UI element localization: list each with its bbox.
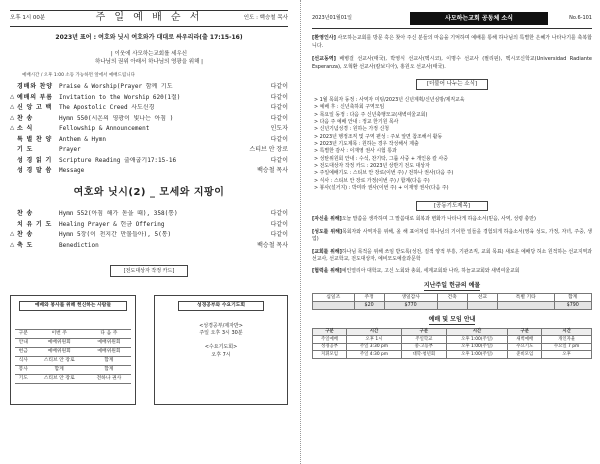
- service-leader: 인도 : 백승철 목사: [243, 15, 288, 22]
- stand-mark: △: [10, 231, 15, 238]
- table-cell: 구분: [313, 328, 347, 336]
- intro-line: 하나님의 권위 아래서 하나님의 영광을 위해 |: [95, 58, 203, 65]
- table-cell: 대학·청년회: [402, 351, 447, 359]
- table-row: [15, 329, 131, 338]
- missionary-text: 배병걸 선교사(태국), 박영식 선교사(멕시코), 이명수 선교사 (필리핀), 멕시코신학교(Universidad Radiante Esperanza), 오혁환 선교사(칼보디아), 홍원오 선교사(태국).: [312, 56, 592, 70]
- table-cell: 주일예배: [313, 336, 347, 344]
- order-item-leader: 백승철 목사: [257, 241, 288, 249]
- giving-amount: [467, 302, 497, 310]
- table-cell: 기도: [15, 374, 32, 383]
- stand-mark: △: [10, 125, 15, 132]
- order-item-desc: The Apostolic Creed 사도신경: [59, 104, 155, 112]
- order-item-desc: Message: [59, 167, 85, 175]
- table-cell: 봉사: [15, 365, 32, 374]
- table-cell: 예배위원회: [87, 338, 131, 347]
- schedule-line: 오후 7시: [211, 351, 231, 358]
- table-cell: 오후 1:00(주일): [446, 343, 508, 351]
- issue-number: No.6-101: [569, 15, 592, 22]
- prayer-item: [312, 229, 592, 244]
- giving-category: 합계: [554, 294, 591, 302]
- order-row: [10, 240, 288, 251]
- worship-title: 예배 및 모임 안내: [428, 316, 476, 324]
- giving-amount: $770: [384, 302, 437, 310]
- welcome-paragraph: [312, 35, 592, 50]
- giving-amount: $20: [354, 302, 384, 310]
- giving-category: 십일조: [313, 294, 355, 302]
- table-cell: 시간: [542, 328, 592, 336]
- news-item: > 다음 주 예배 안내 : 정교 한기원 목사: [314, 118, 399, 125]
- schedule-line: <성경공부/제자반>: [199, 322, 243, 329]
- news-item: > 신년기념성경 : 원하는 가정 신청: [314, 126, 389, 133]
- order-item-desc: Scripture Reading 출애굽기17:15-16: [59, 156, 177, 164]
- news-item: > 식사 : 스티브 안 장로 가정(이번 주) / 합계(다음 주): [314, 177, 430, 184]
- news-item: > 목요일 동정 : 다음 주 신년축행모교(새벽여울교회): [314, 111, 428, 118]
- table-cell: 전하나 권사: [87, 374, 131, 383]
- table-cell: 구분: [508, 328, 542, 336]
- prayer-text: 예인열리아 대학교, 고신 노회와 총회, 세계교회와 나라, 하늘교교회와 새벽여울교회: [341, 268, 520, 275]
- order-row: [10, 209, 288, 220]
- table-cell: 예배위원회: [87, 347, 131, 356]
- prayer-text: 하나님 목적을 위해 쓰임 받도록(성전, 질적 양적 부흥, 기관조직, 교회 목표) 새로운 예배당 허소 원적하는 선교지역과 선교사, 선교학교, 전도대상자, 예비모도예술과문학: [312, 248, 593, 262]
- order-item-leader: 다같이: [270, 135, 288, 143]
- order-item-name: 특 별 찬 양: [17, 135, 53, 143]
- study-title: 성경공부와 수요기도회: [178, 301, 264, 311]
- order-item-leader: 다같이: [270, 220, 288, 228]
- order-item-leader: 다같이: [270, 83, 288, 91]
- table-cell: 수요기도: [508, 343, 542, 351]
- order-item-name: 찬 송: [17, 114, 34, 122]
- table-cell: 예배위원회: [32, 338, 87, 347]
- order-row: [10, 113, 288, 124]
- table-cell: 헌금: [15, 347, 32, 356]
- news-item: > 2023년 기도제목 : 원하는 경우 작성해서 제출: [314, 141, 419, 148]
- stand-mark: △: [10, 93, 15, 100]
- shares-list: [312, 97, 592, 193]
- service-time: 오후 1시 00분: [10, 15, 46, 22]
- news-item: > 예배 후 : 신년축하회 구역모임: [314, 104, 385, 111]
- order-item-desc: Praise & Worship(Prayer 함께 기도: [59, 83, 173, 91]
- order-item-name: 경배와 찬양: [17, 83, 53, 91]
- order-item-leader: 다같이: [270, 104, 288, 112]
- prayer-item: [312, 268, 592, 275]
- service-note: 예배시간 / 오후 1:00 소등 가능하면 앞에서 예배드립니다: [22, 73, 135, 78]
- order-item-desc: Prayer: [59, 146, 81, 154]
- news-item: > 주일예배기도 : 스티브 안 장로(이번 주) / 전하나 권사(다음 주): [314, 170, 454, 177]
- table-cell: 안내: [15, 338, 32, 347]
- table-cell: 이번 주: [32, 329, 87, 338]
- giving-amount: [313, 302, 355, 310]
- intro: [10, 50, 288, 67]
- prayer-topic: [자신을 위해]: [312, 216, 342, 223]
- order-row: [10, 230, 288, 241]
- order-list-1: [10, 82, 288, 177]
- giving-category: 특별 기타: [497, 294, 554, 302]
- table-cell: 오후: [542, 351, 592, 359]
- order-item-name: 소 식: [17, 125, 34, 133]
- order-row: [10, 124, 288, 135]
- table-row: [313, 343, 592, 351]
- news-item: > 2023년 행정조직 및 구역 편성 : 주보 앞면 참조해서 활동: [314, 133, 443, 140]
- news-item: > 성탄위원회 안내 : 수석, 찬기탁, 그룹 사중 + 개인용 칼 사중: [314, 155, 448, 162]
- order-item-leader: 다같이: [270, 210, 288, 218]
- order-item-desc: Hymn 5장(이 천지간 만물들아), 5(통): [59, 231, 172, 239]
- welcome-title: [환영인사]: [312, 35, 336, 41]
- table-cell: 구분: [402, 328, 447, 336]
- table-row: [15, 365, 131, 374]
- table-cell: 성경공부: [313, 343, 347, 351]
- giving-amount: $790: [554, 302, 591, 310]
- table-row: [313, 328, 592, 336]
- news-date: 2023년01월01일: [312, 15, 352, 22]
- header-rule: [312, 28, 592, 29]
- worship-table: [312, 328, 592, 359]
- prayer-text: 목회자와 사역자를 위해, 올 해 표어처럼 하나님의 기이한 일들을 경험되게 하옵소서(영육 성도, 가정, 자녀, 주중, 생업): [312, 228, 592, 243]
- order-item-desc: Healing Prayer & 헌금 Offering: [59, 220, 165, 228]
- table-cell: 주일 3:30 pm: [346, 343, 401, 351]
- table-cell: 개인자율: [542, 336, 592, 344]
- order-item-desc: Hymn 550(시온의 영광이 빛나는 아침 ): [59, 114, 174, 122]
- intro-line: | 이웃에 사모하는교회를 세우신: [110, 50, 188, 57]
- schedule-line: 주일 오후 3시 30분: [199, 330, 243, 337]
- order-row: [10, 166, 288, 177]
- table-row: [15, 356, 131, 365]
- order-row: [10, 155, 288, 166]
- table-cell: 식사: [15, 356, 32, 365]
- order-list-2: [10, 209, 288, 251]
- prayer-topic: [교회를 위해]: [312, 248, 342, 255]
- order-item-name: 축 도: [17, 241, 34, 249]
- order-item-name: 신 앙 고 백: [17, 104, 53, 112]
- table-cell: 스티브 안 장로: [32, 374, 87, 383]
- order-item-desc: Benediction: [59, 241, 99, 249]
- order-item-leader: 다같이: [270, 231, 288, 239]
- study-schedule: [155, 323, 287, 359]
- table-cell: 합계: [87, 365, 131, 374]
- order-item-name: 치 유 기 도: [17, 220, 53, 228]
- giving-value-row: [313, 302, 592, 310]
- volunteers-box: [10, 295, 136, 405]
- table-cell: 지휘모임: [313, 351, 347, 359]
- news-item: > 1월 목회자 동정 : 사역자 미팅/2023년 신년계획/신년심방/제직교육: [314, 96, 465, 103]
- order-row: [10, 219, 288, 230]
- order-item-desc: Anthem & Hymn: [59, 135, 106, 143]
- volunteers-title: 예배와 봉사를 위해 헌신하는 사람들: [19, 301, 127, 311]
- table-cell: 예배위원회: [32, 347, 87, 356]
- table-cell: 주일학교: [402, 336, 447, 344]
- table-cell: 구분: [15, 329, 32, 338]
- missionary-paragraph: [312, 56, 592, 71]
- table-row: [15, 347, 131, 356]
- table-cell: 스티브 안 장로: [32, 356, 87, 365]
- stand-mark: △: [10, 241, 15, 248]
- giving-category: 생일감사: [384, 294, 437, 302]
- order-item-leader: 인도자: [270, 125, 288, 133]
- order-title: 주 일 예 배 순 서: [95, 12, 203, 24]
- prayer-topic: [협력을 위해]: [312, 268, 342, 275]
- news-item: > 봉사(설거지) : 박미라 권사(이번 주) + 이재영 권사(다음 주): [314, 185, 449, 192]
- giving-amount: [497, 302, 554, 310]
- table-row: [313, 351, 592, 359]
- order-item-name: 성 경 읽 기: [17, 156, 53, 164]
- order-item-leader: 스티브 안 장로: [249, 146, 288, 154]
- sermon-title: 여호와 닛시(2) _ 모세와 지팡이: [73, 187, 225, 199]
- table-cell: 시간: [446, 328, 508, 336]
- table-cell: 다 음 주: [87, 329, 131, 338]
- order-row: [10, 103, 288, 114]
- table-cell: 합계: [87, 356, 131, 365]
- table-cell: 오후 1:00(주일): [446, 351, 508, 359]
- study-box: [154, 295, 288, 405]
- giving-table: [312, 293, 592, 310]
- order-item-desc: Invitation to the Worship 620(1절): [59, 93, 181, 101]
- order-item-leader: 다같이: [270, 93, 288, 101]
- giving-category: 건축: [437, 294, 467, 302]
- welcome-text: 사모하는교회를 방문 혹은 찾아 주신 분들의 마음을 기억하며 예배를 통해 하나님의 특별한 은혜가 나타나기를 축복합니다.: [312, 35, 592, 49]
- order-item-name: 예배의 부름: [17, 93, 53, 101]
- order-item-leader: 다같이: [270, 156, 288, 164]
- news-item: > 특별한 감사 : 이재영 권사 시험 통과: [314, 148, 397, 155]
- volunteers-table: [15, 329, 131, 384]
- order-item-name: 찬 송: [17, 231, 34, 239]
- prayer-item: [312, 249, 592, 264]
- prayer-title: [공동기도제목]: [416, 201, 488, 212]
- order-row: [10, 134, 288, 145]
- schedule-line: <수요기도회>: [204, 344, 238, 351]
- order-item-desc: Fellowship & Announcement: [59, 125, 150, 133]
- stand-mark: △: [10, 114, 15, 121]
- order-item-desc: Hymn 552(아침 해가 돋을 때), 358(통): [59, 210, 178, 218]
- evangelism-card: [전도대상자 작정 카드]: [110, 265, 188, 277]
- prayer-item: [312, 216, 592, 223]
- table-cell: 새벽예배: [508, 336, 542, 344]
- giving-category: 선교: [467, 294, 497, 302]
- table-row: [313, 336, 592, 344]
- giving-category: 주정: [354, 294, 384, 302]
- news-item: > 전도대상자 작정 카드 : 2023년 상반기 전도 대상자: [314, 163, 430, 170]
- order-item-name: 기 도: [17, 146, 34, 154]
- table-cell: 수요일 7 pm: [542, 343, 592, 351]
- stand-mark: △: [10, 104, 15, 111]
- table-cell: 준비모임: [508, 351, 542, 359]
- right-page: [306, 0, 600, 464]
- order-item-name: 찬 송: [17, 210, 34, 218]
- table-cell: 오후 1시: [346, 336, 401, 344]
- order-item-leader: 백승철 목사: [257, 167, 288, 175]
- news-header: [312, 10, 592, 27]
- prayer-text: 오늘 말씀을 생각하며 그 말씀대로 회복과 변화가 나타나게 하옵소서(믿음, 사역, 성령 충만): [341, 216, 536, 223]
- order-row: [10, 82, 288, 93]
- giving-heading: [312, 282, 592, 290]
- table-row: [15, 374, 131, 383]
- order-item-name: 성 경 말 씀: [17, 167, 53, 175]
- order-row: [10, 145, 288, 156]
- missionary-title: [선교동역]: [312, 56, 336, 62]
- prayer-list: [312, 216, 592, 275]
- page-divider: [300, 0, 301, 464]
- year-theme: 2023년 표어 : 여호와 닛시 여호와가 대대로 싸우리라(출 17:15-16): [55, 34, 243, 41]
- worship-heading: [312, 316, 592, 324]
- news-banner: 사모하는교회 공동체 소식: [410, 12, 548, 25]
- prayer-topic: [성도를 위해]: [312, 228, 343, 235]
- shares-title: [더불어 나누는 소식]: [416, 79, 488, 90]
- table-cell: 합계: [32, 365, 87, 374]
- table-cell: 주일 4:30 pm: [346, 351, 401, 359]
- giving-amount: [437, 302, 467, 310]
- giving-head-row: [313, 294, 592, 302]
- order-header: [10, 10, 288, 27]
- table-cell: 중·고등부: [402, 343, 447, 351]
- order-row: [10, 92, 288, 103]
- table-row: [15, 338, 131, 347]
- table-cell: 오후 1:00(주일): [446, 336, 508, 344]
- left-page: [0, 0, 296, 464]
- table-cell: 시간: [346, 328, 401, 336]
- giving-title: 지난주일 헌금의 예물: [423, 281, 481, 289]
- order-item-leader: 다같이: [270, 114, 288, 122]
